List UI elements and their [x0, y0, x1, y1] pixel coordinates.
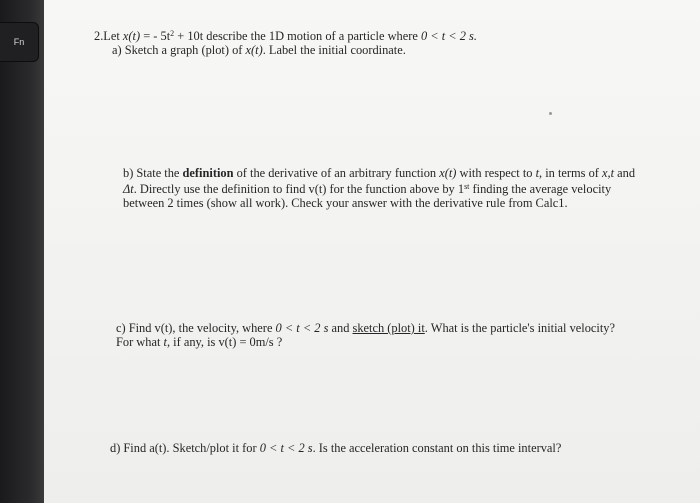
part-c-line-1: c) Find v(t), the velocity, where 0 < t < 2 s and sketch (plot) it. What is the particle's initial velocity?	[116, 321, 615, 335]
part-d	[110, 441, 561, 455]
keyboard-edge	[0, 0, 44, 503]
paper-speck	[549, 112, 552, 115]
part-b-line-3: between 2 times (show all work). Check your answer with the derivative rule from Calc1.	[123, 196, 568, 210]
question-2-intro	[94, 27, 477, 57]
part-b-line-2: Δt. Directly use the definition to find v(t) for the function above by 1st finding the average velocity	[123, 182, 612, 196]
part-d-line-1: d) Find a(t). Sketch/plot it for 0 < t < 2 s. Is the acceleration constant on this time interval?	[110, 441, 562, 455]
part-c	[116, 321, 615, 349]
part-c-line-2: For what t, if any, is v(t) = 0m/s ?	[116, 335, 283, 349]
part-b-line-1: b) State the definition of the derivative of an arbitrary function x(t) with respect to t, in terms of x,t and	[123, 166, 636, 180]
fn-key: Fn	[0, 22, 39, 62]
question-2-statement: 2.Let x(t) = - $5t^2 + 10t$ describe the 1D motion of a particle where 0 < t < 2 s.	[94, 29, 477, 43]
worksheet-paper	[44, 0, 700, 503]
part-a-text: a) Sketch a graph (plot) of x(t). Label the initial coordinate.	[112, 43, 406, 57]
part-b	[123, 166, 635, 210]
